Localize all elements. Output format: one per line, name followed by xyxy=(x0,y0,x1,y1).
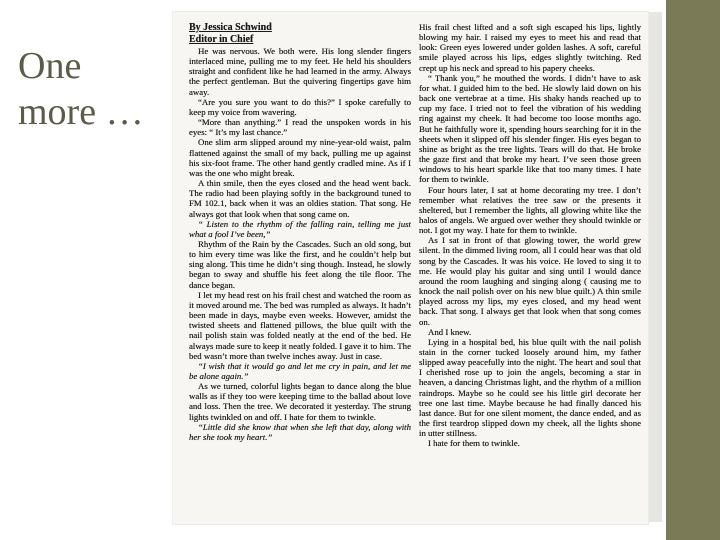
article-paragraph: “ Listen to the rhythm of the falling rain, telling me just what a fool I’ve been,” xyxy=(189,218,411,239)
article-paragraph: “More than anything.” I read the unspoken words in his eyes: “ It’s my last chance.” xyxy=(189,117,411,138)
article-paragraph: One slim arm slipped around my nine-year-old waist, palm flattened against the small of my back, pulling me up against his six-foot frame. The other hand gently cradled mine. As if I was the one who might break. xyxy=(189,137,411,178)
article-left-column xyxy=(189,22,411,522)
article-paragraph: “Are you sure you want to do this?” I spoke carefully to keep my voice from wavering. xyxy=(189,96,411,117)
article-paragraph: A thin smile, then the eyes closed and the head went back. The radio had been playing softly in the background tuned to FM 102.1, back when it was an oldies station. That song. He always got that look when that song came on. xyxy=(189,178,411,219)
article-paragraph: And I knew. xyxy=(428,326,472,337)
article-paragraph: “I wish that it would go and let me cry in pain, and let me be alone again.” xyxy=(189,360,411,381)
slide-title-line-2: more … xyxy=(18,90,144,133)
article-paragraph: I hate for them to twinkle. xyxy=(428,438,520,449)
article-paragraph: I let my head rest on his frail chest and watched the room as it moved around me. The bed was rumpled as always. It hadn’t been made in days, maybe even weeks. However, amidst the twisted sheets and flattened pillows, the blue quilt with the nail polish stain was folded neatly at the end of the bed. He always made sure to keep it neatly folded. I gave it to him. The bed wasn’t more than twelve inches away. Just in case. xyxy=(189,289,411,361)
article-paragraph: As we turned, colorful lights began to dance along the blue walls as if they too were keeping time to the ballad about love and loss. Then the tree. We decorated it yesterday. The strung lights twinkled on and off. I hate for them to twinkle. xyxy=(189,381,411,422)
article-paragraph: “ Thank you,” he mouthed the words. I didn’t have to ask for what. I guided him to the bed. He slowly laid down on his back one vertebrae at a time. His shaky hands reached up to cup my face. I tried not to feel the vibration of his wedding ring against my cheek. It had become too loose months ago. But he faithfully wore it, spending hours searching for it in the sheets when it slipped off his slender finger. His eyes began to shine as bright as the tree lights. Tears will do that. He broke the gaze first and that broke my heart. I’ve seen those green windows to his heart sparkle like that too many times. I hate for them to twinkle. xyxy=(419,72,641,185)
article-paragraph: His frail chest lifted and a soft sigh escaped his lips, lightly blowing my hair. I raised my eyes to meet his and read that look: Green eyes lowered under golden lashes. A soft, careful smile played across his lips, edges slightly twitching. Red crept up his neck and spread to his papery cheeks. xyxy=(419,22,641,73)
byline: By Jessica Schwind xyxy=(189,22,272,33)
slide-title-line-1: One xyxy=(18,45,82,87)
article-paragraph: “Little did she know that when she left that day, along with her she took my heart.” xyxy=(189,421,411,442)
article-paragraph: Four hours later, I sat at home decorating my tree. I don’t remember what relatives the tree saw or the presents it sheltered, but I remember the lights, all glowing white like the halos of angels. We argued over wether they should twinkle or not. I got my way. I hate for them to twinkle. xyxy=(419,184,641,236)
article-paragraph: He was nervous. We both were. His long slender fingers interlaced mine, pulling me to my feet. He held his shoulders straight and confident like he had learned in the army. Always the perfect gentleman. But the quivering fingertips gave him away. xyxy=(189,46,411,97)
slide-title xyxy=(18,44,168,135)
article-right-column xyxy=(419,22,641,522)
article-paragraph: Rhythm of the Rain by the Cascades. Such an old song, but to him every time was like the first, and he couldn’t help but sing along. This time he didn’t sing though. Instead, he slowly began to sway and shuffle his feet along the tile floor. The dance began. xyxy=(189,238,411,290)
accent-bar xyxy=(666,0,720,540)
scanned-article xyxy=(173,12,648,524)
byline-role: Editor in Chief xyxy=(189,34,254,45)
article-paragraph: Lying in a hospital bed, his blue quilt with the nail polish stain in the corner tucked loosely around him, my father slipped away peacefully into the night. The heart and soul that I cherished rose up to join the angels, becoming a star in heaven, a dancing Christmas light, and the rhythm of a million raindrops. Maybe so he could see his little girl decorate her tree one last time. Maybe because he had finally danced his last dance. But for one silent moment, the dance ended, and as the first teardrop slipped down my cheek, all the lights shone in utter stillness. xyxy=(419,336,641,439)
left-paragraphs xyxy=(189,46,411,442)
article-paragraph: As I sat in front of that glowing tower, the world grew silent. In the dimmed living room, all I could hear was that old song by the Cascades. It was his voice. He loved to sing it to me. He would play his guitar and sing until I would dance around the room laughing and singing along ( causing me to knock the nail polish over on his new blue quilt.) A thin smile played across my lips, my eyes closed, and my head went back. That song. I always get that look when that song comes on. xyxy=(419,235,641,327)
right-paragraphs xyxy=(419,22,641,449)
